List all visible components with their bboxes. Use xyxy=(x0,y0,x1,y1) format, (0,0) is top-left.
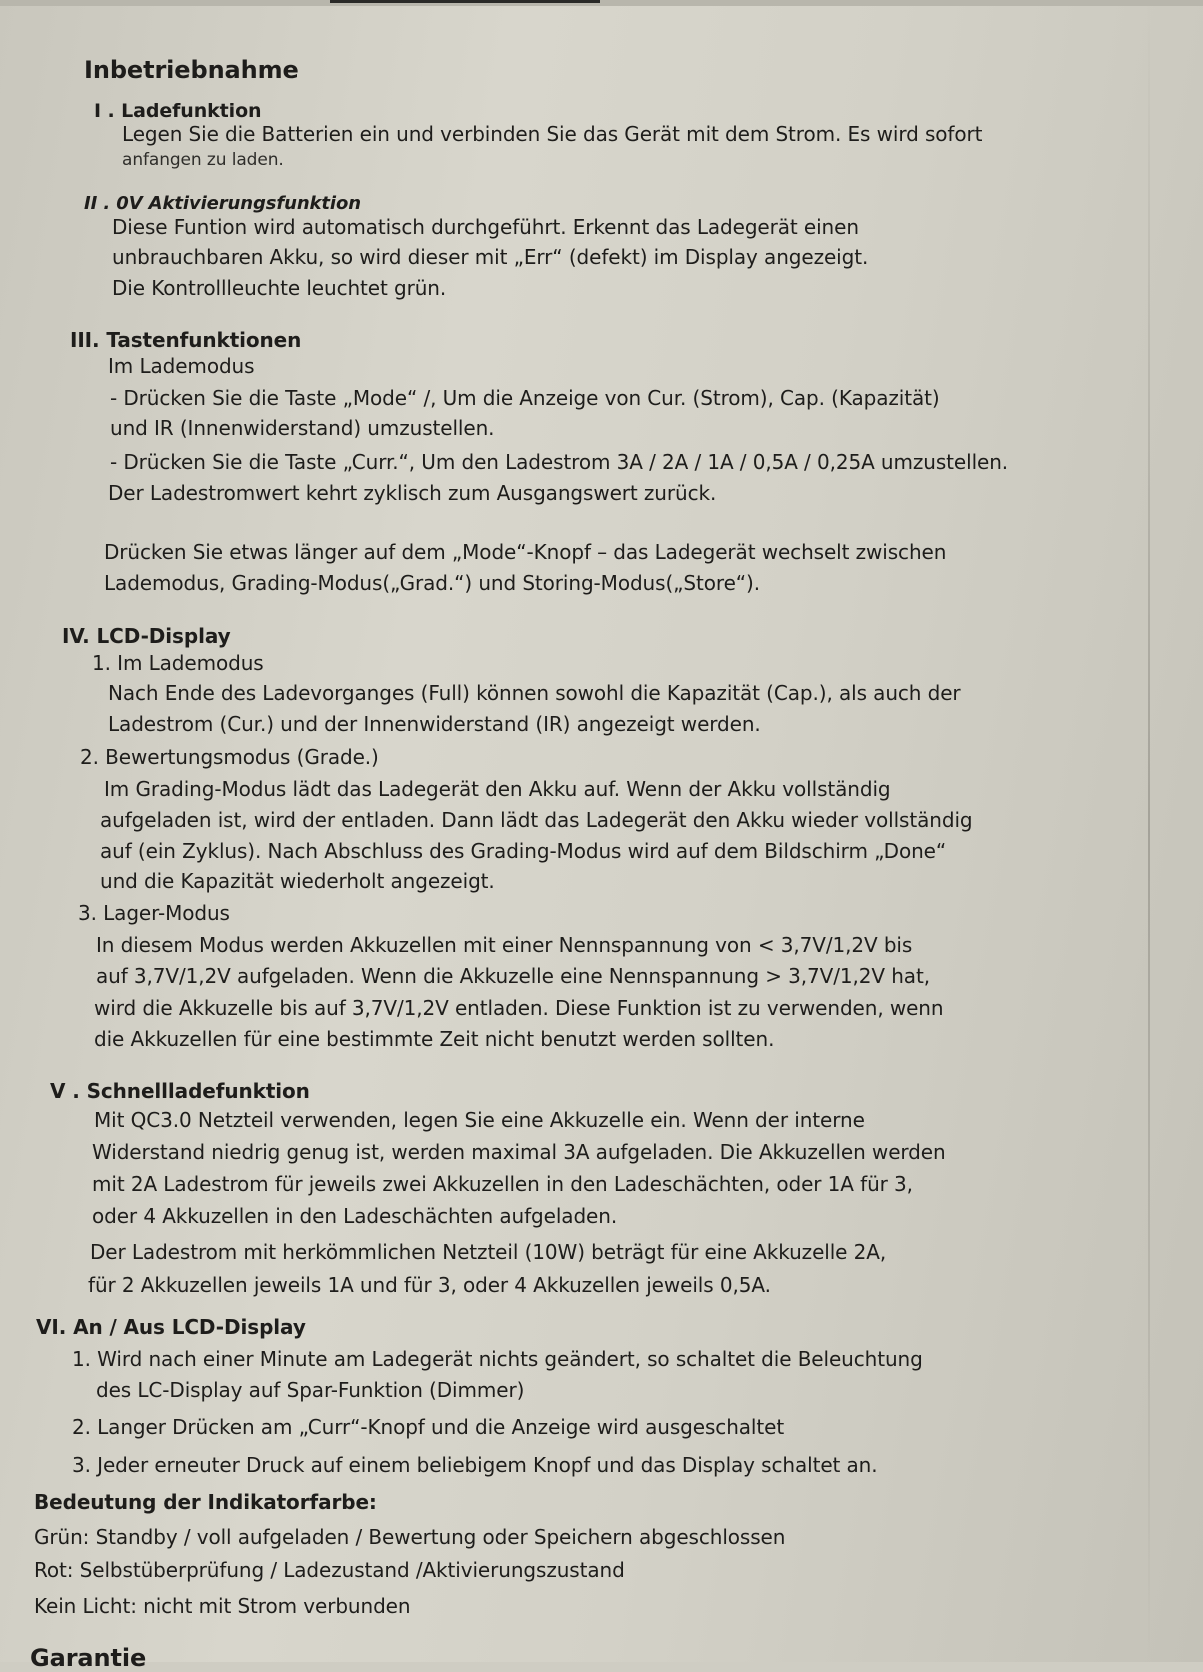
section-6-line: 2. Langer Drücken am „Curr“-Knopf und die Anzeige wird ausgeschaltet xyxy=(72,1415,785,1439)
document-title: Inbetriebnahme xyxy=(84,56,299,84)
section-5-line: Mit QC3.0 Netzteil verwenden, legen Sie eine Akkuzelle ein. Wenn der interne xyxy=(94,1108,865,1132)
section-2-line: Die Kontrollleuchte leuchtet grün. xyxy=(112,276,447,300)
indicator-line: Kein Licht: nicht mit Strom verbunden xyxy=(34,1594,411,1618)
section-4-line: 3. Lager-Modus xyxy=(78,901,230,925)
section-3-line: Im Lademodus xyxy=(108,354,255,378)
section-3-line: und IR (Innenwiderstand) umzustellen. xyxy=(110,416,495,440)
section-4-line: Im Grading-Modus lädt das Ladegerät den Akku auf. Wenn der Akku vollständig xyxy=(104,777,891,801)
section-5-line: für 2 Akkuzellen jeweils 1A und für 3, oder 4 Akkuzellen jeweils 0,5A. xyxy=(88,1273,771,1297)
section-5-line: Der Ladestrom mit herkömmlichen Netzteil (10W) beträgt für eine Akkuzelle 2A, xyxy=(90,1240,887,1264)
section-4-line: die Akkuzellen für eine bestimmte Zeit nicht benutzt werden sollten. xyxy=(94,1027,775,1051)
indicator-heading: Bedeutung der Indikatorfarbe: xyxy=(34,1490,377,1514)
section-2-line: unbrauchbaren Akku, so wird dieser mit „Err“ (defekt) im Display angezeigt. xyxy=(112,245,869,269)
indicator-line: Grün: Standby / voll aufgeladen / Bewertung oder Speichern abgeschlossen xyxy=(34,1525,786,1549)
section-3-line: Drücken Sie etwas länger auf dem „Mode“-Knopf – das Ladegerät wechselt zwischen xyxy=(104,540,947,564)
section-6-heading: VI. An / Aus LCD-Display xyxy=(36,1315,306,1339)
section-4-line: Ladestrom (Cur.) und der Innenwiderstand (IR) angezeigt werden. xyxy=(108,712,761,736)
section-1-line: anfangen zu laden. xyxy=(122,150,284,170)
section-6-line: 3. Jeder erneuter Druck auf einem beliebigem Knopf und das Display schaltet an. xyxy=(72,1453,878,1477)
section-4-line: 1. Im Lademodus xyxy=(92,651,264,675)
section-5-heading: V . Schnellladefunktion xyxy=(50,1079,310,1103)
section-2-heading: II . 0V Aktivierungsfunktion xyxy=(84,193,361,214)
section-6-line: des LC-Display auf Spar-Funktion (Dimmer) xyxy=(96,1378,525,1402)
section-1-heading: I . Ladefunktion xyxy=(94,100,262,122)
section-4-line: 2. Bewertungsmodus (Grade.) xyxy=(80,745,379,769)
section-3-line: Lademodus, Grading-Modus(„Grad.“) und Storing-Modus(„Store“). xyxy=(104,571,761,595)
section-5-line: mit 2A Ladestrom für jeweils zwei Akkuzellen in den Ladeschächten, oder 1A für 3, xyxy=(92,1172,913,1196)
section-3-line: - Drücken Sie die Taste „Curr.“, Um den Ladestrom 3A / 2A / 1A / 0,5A / 0,25A umzustellen. xyxy=(110,450,1009,474)
indicator-line: Rot: Selbstüberprüfung / Ladezustand /Aktivierungszustand xyxy=(34,1558,625,1582)
section-4-line: wird die Akkuzelle bis auf 3,7V/1,2V entladen. Diese Funktion ist zu verwenden, wenn xyxy=(94,996,944,1020)
section-4-line: auf (ein Zyklus). Nach Abschluss des Grading-Modus wird auf dem Bildschirm „Done“ xyxy=(100,839,947,863)
section-4-heading: IV. LCD-Display xyxy=(62,624,231,648)
section-3-line: Der Ladestromwert kehrt zyklisch zum Ausgangswert zurück. xyxy=(108,481,717,505)
section-4-line: auf 3,7V/1,2V aufgeladen. Wenn die Akkuzelle eine Nennspannung > 3,7V/1,2V hat, xyxy=(96,964,930,988)
section-3-line: - Drücken Sie die Taste „Mode“ /, Um die Anzeige von Cur. (Strom), Cap. (Kapazität) xyxy=(110,386,940,410)
next-section-heading-cut: Garantie xyxy=(30,1644,147,1672)
section-4-line: aufgeladen ist, wird der entladen. Dann lädt das Ladegerät den Akku wieder vollständig xyxy=(100,808,973,832)
section-5-line: Widerstand niedrig genug ist, werden maximal 3A aufgeladen. Die Akkuzellen werden xyxy=(92,1140,946,1164)
section-6-line: 1. Wird nach einer Minute am Ladegerät nichts geändert, so schaltet die Beleuchtung xyxy=(72,1347,923,1371)
section-4-line: Nach Ende des Ladevorganges (Full) können sowohl die Kapazität (Cap.), als auch der xyxy=(108,681,961,705)
section-4-line: und die Kapazität wiederholt angezeigt. xyxy=(100,869,495,893)
section-2-line: Diese Funtion wird automatisch durchgeführt. Erkennt das Ladegerät einen xyxy=(112,215,859,239)
section-3-heading: III. Tastenfunktionen xyxy=(70,328,302,352)
section-5-line: oder 4 Akkuzellen in den Ladeschächten aufgeladen. xyxy=(92,1204,618,1228)
section-4-line: In diesem Modus werden Akkuzellen mit einer Nennspannung von < 3,7V/1,2V bis xyxy=(96,933,913,957)
section-1-line: Legen Sie die Batterien ein und verbinden Sie das Gerät mit dem Strom. Es wird sofort xyxy=(122,122,983,146)
